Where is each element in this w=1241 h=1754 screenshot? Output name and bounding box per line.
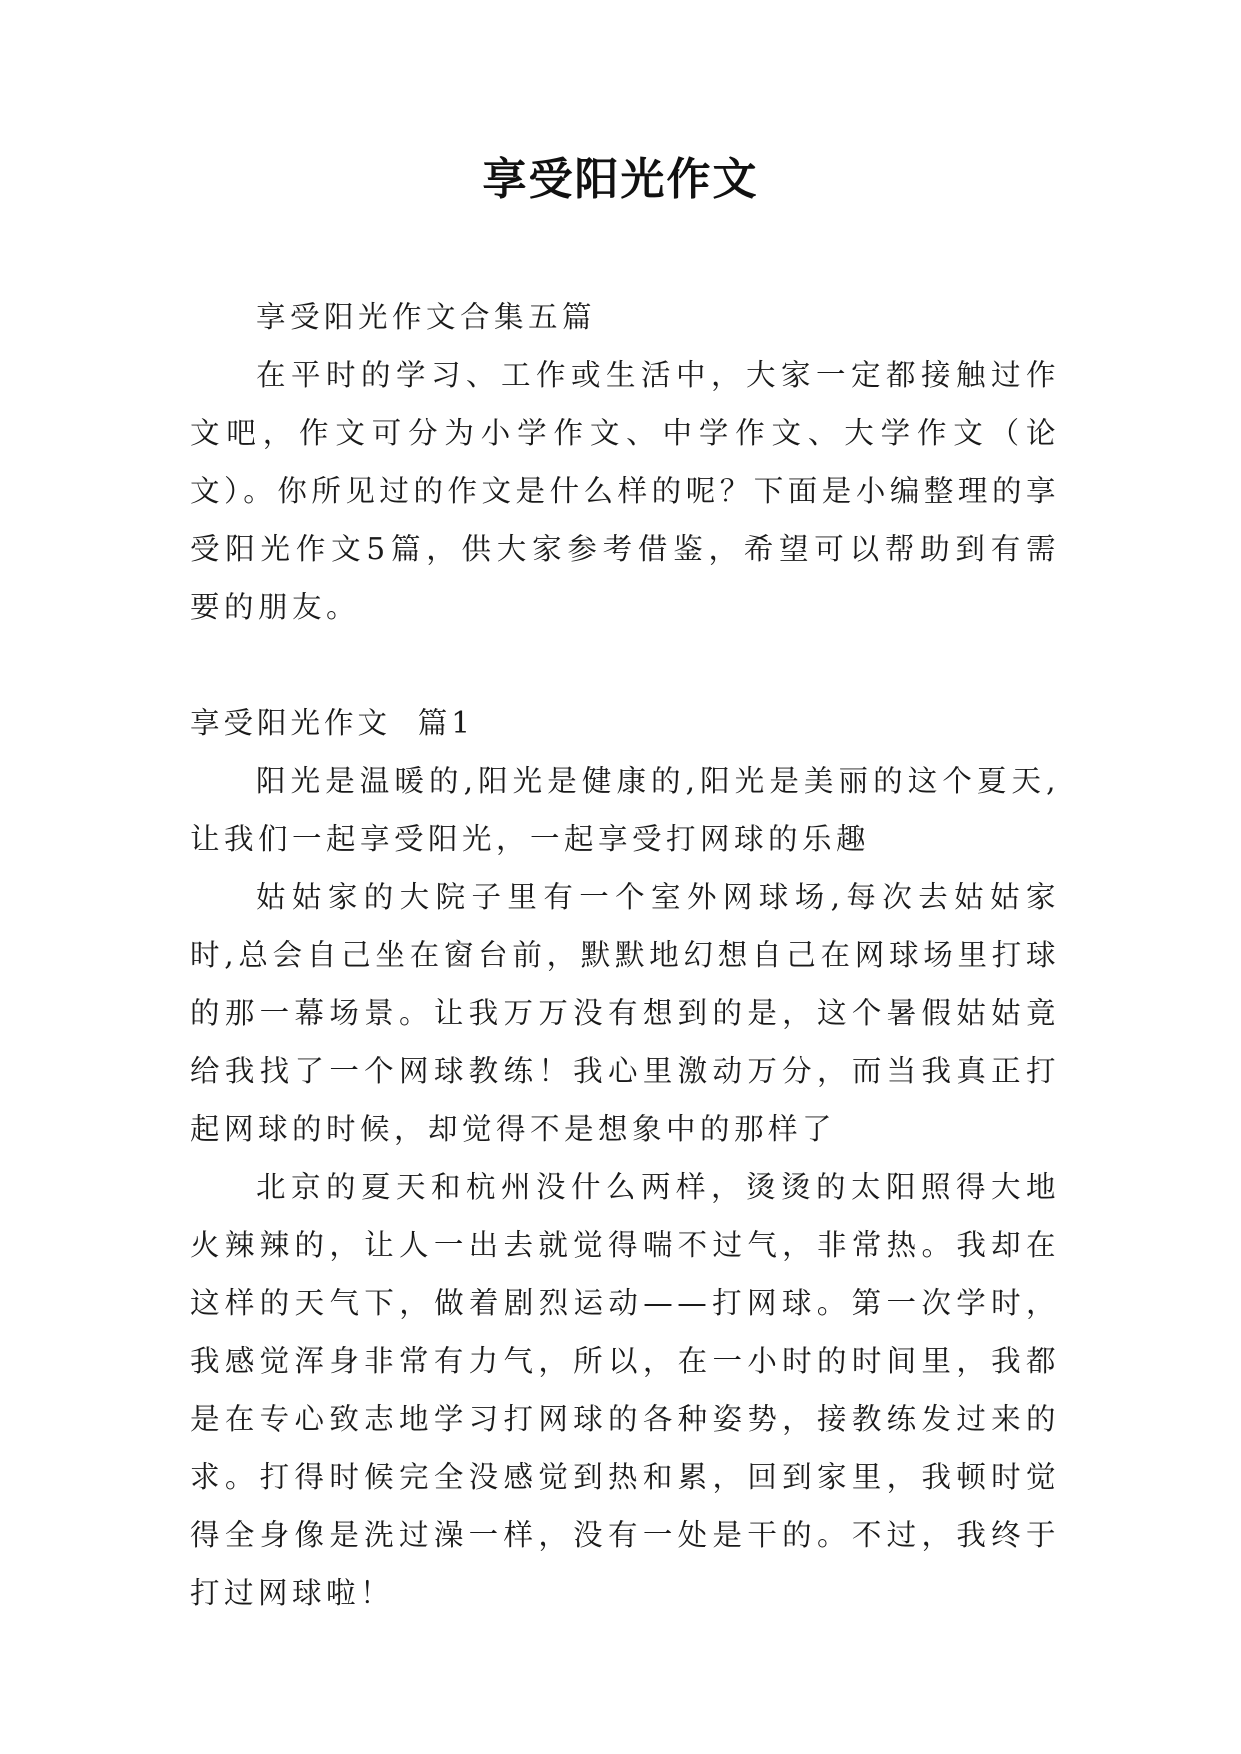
intro-subtitle: 享受阳光作文合集五篇 — [256, 300, 597, 334]
section-paragraph-1: 阳光是温暖的,阳光是健康的,阳光是美丽的这个夏天,让我们一起享受阳光，一起享受打网球的乐趣 — [190, 764, 1060, 856]
section-spacer — [190, 636, 1060, 694]
section-paragraph-2: 姑姑家的大院子里有一个室外网球场,每次去姑姑家时,总会自己坐在窗台前，默默地幻想自己在网球场里打球的那一幕场景。让我万万没有想到的是，这个暑假姑姑竟给我找了一个网球教练！我心里激动万分，而当我真正打起网球的时候，却觉得不是想象中的那样了 — [190, 880, 1060, 1146]
intro-paragraph: 在平时的学习、工作或生活中，大家一定都接触过作文吧，作文可分为小学作文、中学作文、大学作文（论文）。你所见过的作文是什么样的呢？下面是小编整理的享受阳光作文5篇，供大家参考借鉴，希望可以帮助到有需要的朋友。 — [190, 358, 1060, 624]
document-title: 享受阳光作文 — [482, 154, 759, 205]
section-paragraph-3: 北京的夏天和杭州没什么两样，烫烫的太阳照得大地火辣辣的，让人一出去就觉得喘不过气，非常热。我却在这样的天气下，做着剧烈运动——打网球。第一次学时，我感觉浑身非常有力气，所以，在一小时的时间里，我都是在专心致志地学习打网球的各种姿势，接教练发过来的求。打得时候完全没感觉到热和累，回到家里，我顿时觉得全身像是洗过澡一样，没有一处是干的。不过，我终于打过网球啦！ — [190, 1170, 1060, 1610]
section-heading: 享受阳光作文 篇1 — [190, 706, 475, 740]
document-body — [190, 288, 1060, 1622]
